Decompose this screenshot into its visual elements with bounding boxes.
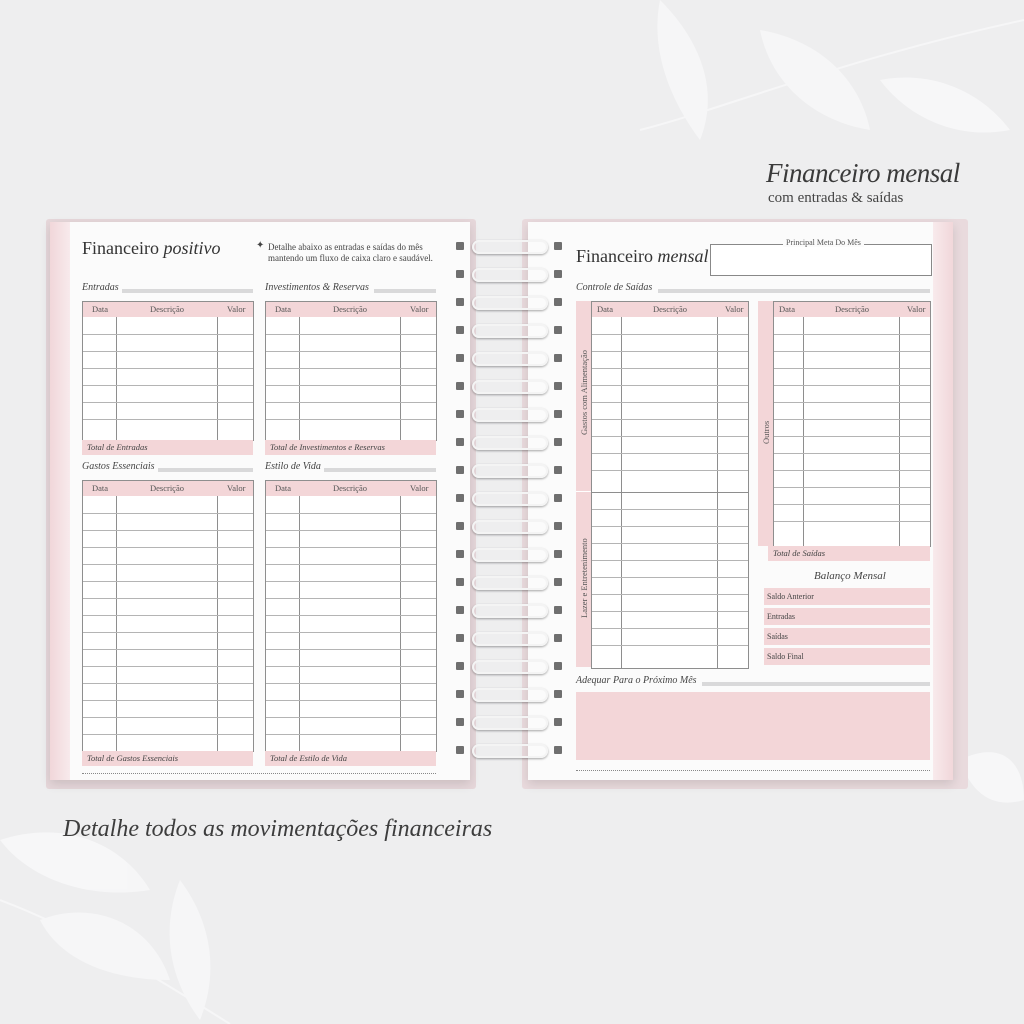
binding-hole xyxy=(456,634,464,642)
col-valor: Valor xyxy=(725,304,744,314)
col-valor: Valor xyxy=(410,304,429,314)
table-investimentos[interactable] xyxy=(265,301,437,441)
col-valor: Valor xyxy=(227,304,246,314)
col-valor: Valor xyxy=(907,304,926,314)
spiral-ring xyxy=(472,240,548,254)
col-descricao: Descrição xyxy=(333,483,367,493)
binding-hole xyxy=(456,382,464,390)
binding-hole xyxy=(554,354,562,362)
row-line xyxy=(83,649,253,650)
spiral-ring xyxy=(472,548,548,562)
side-label-outros: Outros xyxy=(761,420,771,444)
binding-hole xyxy=(456,550,464,558)
spiral-ring xyxy=(472,296,548,310)
left-page-title xyxy=(82,238,220,259)
binding-hole xyxy=(456,494,464,502)
col-divider xyxy=(217,496,218,751)
total-investimentos: Total de Investimentos e Reservas xyxy=(265,440,436,455)
row-line xyxy=(266,598,436,599)
binding-hole xyxy=(554,718,562,726)
spiral-ring xyxy=(472,492,548,506)
left-page-dotted-line xyxy=(82,773,436,774)
row-line xyxy=(266,683,436,684)
row-line xyxy=(266,666,436,667)
binding-hole xyxy=(456,354,464,362)
row-line xyxy=(83,700,253,701)
binding-hole xyxy=(554,410,562,418)
row-line xyxy=(592,334,748,335)
headline-subtitle: com entradas & saídas xyxy=(768,190,904,206)
binding-hole xyxy=(554,270,562,278)
binding-hole xyxy=(456,270,464,278)
row-line xyxy=(266,615,436,616)
spiral-ring xyxy=(472,408,548,422)
right-title-italic: mensal xyxy=(657,246,709,266)
spiral-ring xyxy=(472,716,548,730)
binding-hole xyxy=(456,662,464,670)
total-gastos-essenciais: Total de Gastos Essenciais xyxy=(82,751,253,766)
row-line xyxy=(592,470,748,471)
row-line xyxy=(774,368,930,369)
table-gastos-essenciais[interactable] xyxy=(82,480,254,752)
binding-hole xyxy=(554,326,562,334)
row-line xyxy=(592,594,748,595)
binding-hole xyxy=(554,606,562,614)
row-line xyxy=(266,717,436,718)
binding-hole xyxy=(456,606,464,614)
row-line xyxy=(774,351,930,352)
row-line xyxy=(774,470,930,471)
col-data: Data xyxy=(779,304,796,314)
binding-hole xyxy=(554,382,562,390)
row-line xyxy=(266,530,436,531)
side-label-gastos-alimentacao: Gastos com Alimentação xyxy=(579,350,589,435)
intro-note-line-1: Detalhe abaixo as entradas e saídas do mês xyxy=(268,242,423,252)
total-entradas: Total de Entradas xyxy=(82,440,253,455)
col-data: Data xyxy=(597,304,614,314)
balanco-row-saldo-final[interactable]: Saldo Final xyxy=(764,648,930,665)
binding-hole xyxy=(554,578,562,586)
section-label-adequar: Adequar Para o Próximo Mês xyxy=(576,675,697,686)
row-line xyxy=(83,666,253,667)
row-line xyxy=(83,581,253,582)
row-line xyxy=(592,509,748,510)
section-label-controle-saidas: Controle de Saídas xyxy=(576,282,653,293)
left-title-italic: positivo xyxy=(163,238,221,258)
row-line xyxy=(83,368,253,369)
left-page-edge-decoration xyxy=(50,222,70,780)
binding-hole xyxy=(554,242,562,250)
balanco-row-entradas[interactable]: Entradas xyxy=(764,608,930,625)
spiral-ring xyxy=(472,744,548,758)
balanco-row-saldo-anterior[interactable]: Saldo Anterior xyxy=(764,588,930,605)
binding-hole xyxy=(456,522,464,530)
section-label-gastos-essenciais: Gastos Essenciais xyxy=(82,461,155,472)
row-line xyxy=(266,581,436,582)
col-descricao: Descrição xyxy=(653,304,687,314)
spiral-ring xyxy=(472,660,548,674)
table-estilo-de-vida[interactable] xyxy=(265,480,437,752)
right-page-dotted-line xyxy=(576,770,930,771)
side-band-divider xyxy=(576,491,591,492)
row-line xyxy=(83,419,253,420)
spiral-ring xyxy=(472,380,548,394)
row-line xyxy=(592,628,748,629)
row-line xyxy=(266,564,436,565)
row-line xyxy=(83,717,253,718)
total-saidas: Total de Saídas xyxy=(768,546,930,561)
col-divider xyxy=(116,317,117,440)
col-descricao: Descrição xyxy=(150,483,184,493)
binding-hole xyxy=(554,746,562,754)
row-line xyxy=(774,334,930,335)
binding-hole xyxy=(456,242,464,250)
col-valor: Valor xyxy=(410,483,429,493)
row-line xyxy=(83,734,253,735)
row-line xyxy=(266,402,436,403)
col-divider xyxy=(299,496,300,751)
binding-hole xyxy=(456,718,464,726)
row-line xyxy=(83,598,253,599)
left-title-regular: Financeiro xyxy=(82,238,159,258)
col-divider xyxy=(299,317,300,440)
binding-hole xyxy=(456,690,464,698)
row-line xyxy=(592,526,748,527)
col-data: Data xyxy=(92,483,109,493)
row-line xyxy=(266,351,436,352)
row-line xyxy=(266,547,436,548)
row-line xyxy=(774,385,930,386)
row-line xyxy=(266,419,436,420)
binding-hole xyxy=(554,662,562,670)
row-line xyxy=(774,402,930,403)
binding-hole xyxy=(554,690,562,698)
headline-title: Financeiro mensal xyxy=(766,158,960,188)
binding-hole xyxy=(456,438,464,446)
balanco-title: Balanço Mensal xyxy=(814,570,886,582)
spiral-ring xyxy=(472,268,548,282)
section-label-investimentos: Investimentos & Reservas xyxy=(265,282,369,293)
caption-text: Detalhe todos as movimentações financeiras xyxy=(63,816,493,842)
balanco-row-saidas[interactable]: Saídas xyxy=(764,628,930,645)
row-line xyxy=(592,368,748,369)
binding-hole xyxy=(554,494,562,502)
col-valor: Valor xyxy=(227,483,246,493)
row-line xyxy=(266,513,436,514)
row-line xyxy=(592,402,748,403)
row-line xyxy=(592,492,748,493)
row-line xyxy=(83,632,253,633)
intro-note xyxy=(268,242,433,264)
spiral-ring xyxy=(472,352,548,366)
spiral-ring xyxy=(472,436,548,450)
col-descricao: Descrição xyxy=(150,304,184,314)
row-line xyxy=(266,649,436,650)
row-line xyxy=(266,700,436,701)
binding-hole xyxy=(554,466,562,474)
section-bar xyxy=(374,289,436,293)
row-line xyxy=(592,453,748,454)
row-line xyxy=(266,334,436,335)
table-entradas[interactable] xyxy=(82,301,254,441)
col-descricao: Descrição xyxy=(333,304,367,314)
col-divider xyxy=(400,317,401,440)
row-line xyxy=(774,504,930,505)
meta-do-mes-label: Principal Meta Do Mês xyxy=(783,238,864,247)
spiral-ring xyxy=(472,576,548,590)
row-line xyxy=(266,734,436,735)
row-line xyxy=(774,521,930,522)
col-divider xyxy=(400,496,401,751)
row-line xyxy=(592,560,748,561)
col-divider xyxy=(116,496,117,751)
intro-note-line-2: mantendo um fluxo de caixa claro e saudável. xyxy=(268,253,433,263)
row-line xyxy=(83,615,253,616)
binding-hole xyxy=(554,634,562,642)
section-bar xyxy=(324,468,436,472)
sparkle-icon: ✦ xyxy=(256,240,265,251)
section-bar xyxy=(122,289,253,293)
row-line xyxy=(774,436,930,437)
row-line xyxy=(266,385,436,386)
row-line xyxy=(592,611,748,612)
binding-hole xyxy=(456,746,464,754)
adequar-notes-box[interactable] xyxy=(576,692,930,760)
row-line xyxy=(266,368,436,369)
spiral-ring xyxy=(472,604,548,618)
spiral-ring xyxy=(472,520,548,534)
total-estilo-de-vida: Total de Estilo de Vida xyxy=(265,751,436,766)
binding-hole xyxy=(456,298,464,306)
binding-hole xyxy=(456,326,464,334)
row-line xyxy=(774,453,930,454)
right-title-regular: Financeiro xyxy=(576,246,653,266)
row-line xyxy=(83,351,253,352)
row-line xyxy=(774,419,930,420)
row-line xyxy=(774,487,930,488)
col-data: Data xyxy=(275,304,292,314)
row-line xyxy=(83,547,253,548)
row-line xyxy=(83,683,253,684)
right-page-title xyxy=(576,246,708,267)
right-page-edge-decoration xyxy=(933,222,953,780)
binding-hole xyxy=(456,466,464,474)
side-label-lazer: Lazer e Entretenimento xyxy=(579,538,589,618)
row-line xyxy=(83,334,253,335)
binding-hole xyxy=(554,298,562,306)
row-line xyxy=(83,513,253,514)
spiral-ring xyxy=(472,324,548,338)
spiral-ring xyxy=(472,688,548,702)
section-bar xyxy=(158,468,253,472)
binding-hole xyxy=(456,410,464,418)
binding-hole xyxy=(554,550,562,558)
row-line xyxy=(83,402,253,403)
row-line xyxy=(83,385,253,386)
section-label-entradas: Entradas xyxy=(82,282,119,293)
row-line xyxy=(266,632,436,633)
row-line xyxy=(592,645,748,646)
section-bar xyxy=(658,289,930,293)
table-outros[interactable] xyxy=(773,301,931,547)
row-line xyxy=(592,351,748,352)
row-line xyxy=(83,564,253,565)
col-divider xyxy=(217,317,218,440)
binding-hole xyxy=(456,578,464,586)
col-data: Data xyxy=(275,483,292,493)
section-bar xyxy=(702,682,930,686)
spiral-ring xyxy=(472,464,548,478)
row-line xyxy=(592,543,748,544)
row-line xyxy=(592,436,748,437)
meta-do-mes-box[interactable] xyxy=(710,238,932,276)
binding-hole xyxy=(554,438,562,446)
row-line xyxy=(592,385,748,386)
row-line xyxy=(83,530,253,531)
table-controle-saidas[interactable] xyxy=(591,301,749,669)
spiral-binding xyxy=(450,232,570,772)
row-line xyxy=(592,419,748,420)
spiral-ring xyxy=(472,632,548,646)
col-descricao: Descrição xyxy=(835,304,869,314)
col-data: Data xyxy=(92,304,109,314)
row-line xyxy=(592,577,748,578)
binding-hole xyxy=(554,522,562,530)
section-label-estilo-de-vida: Estilo de Vida xyxy=(265,461,321,472)
